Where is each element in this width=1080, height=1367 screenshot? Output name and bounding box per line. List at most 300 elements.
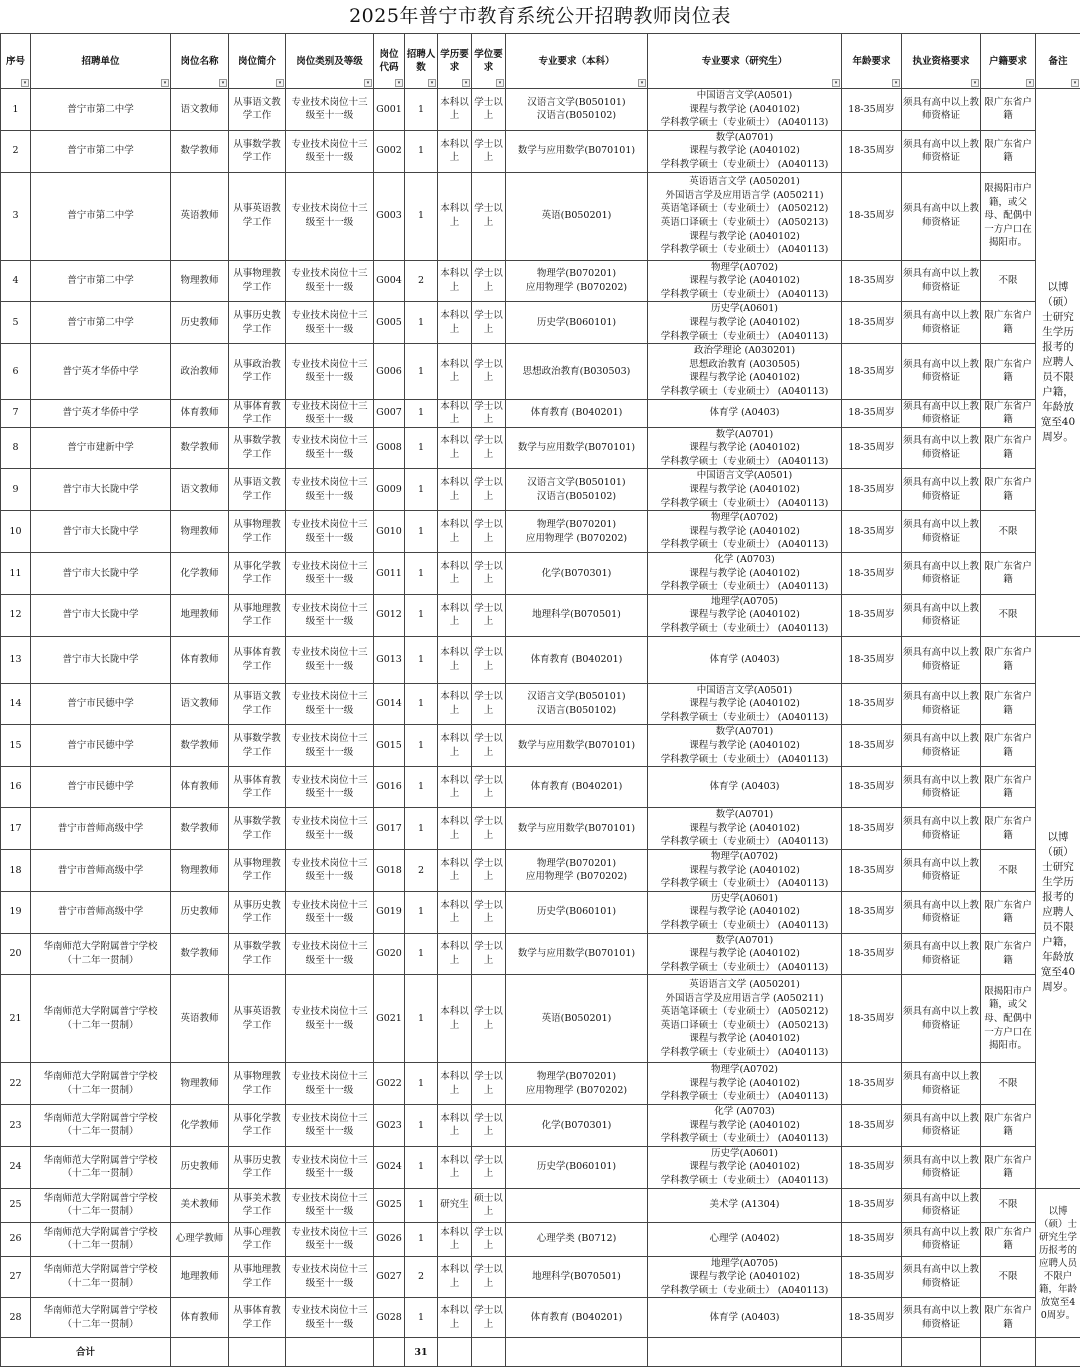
cell-count: 1 (405, 399, 438, 427)
cell-no: 12 (1, 594, 31, 636)
cell-code: G005 (374, 302, 405, 344)
cell-unit (31, 636, 171, 683)
cell-hukou: 限广东省户籍 (981, 808, 1036, 850)
cell-intro: 从事体育教学工作 (229, 636, 286, 683)
cell-intro: 从事英语教学工作 (229, 172, 286, 260)
cell-intro: 从事化学教学工作 (229, 1105, 286, 1147)
cell-qualification: 须具有高中以上教师资格证 (902, 1146, 981, 1188)
cell-position: 物理教师 (171, 1063, 229, 1105)
cell-degree: 学士以上 (472, 849, 506, 891)
cell-category: 专业技术岗位十三级至十一级 (286, 1188, 374, 1222)
cell-major-graduate-line: 数学(A0701) (649, 428, 840, 442)
filter-dropdown-icon[interactable]: ▾ (638, 79, 646, 87)
cell-category: 专业技术岗位十三级至十一级 (286, 1063, 374, 1105)
cell-no: 8 (1, 427, 31, 469)
cell-code: G013 (374, 636, 405, 683)
cell-major-undergrad-line: 体育教育 (B040201) (507, 1311, 646, 1325)
cell-degree: 学士以上 (472, 130, 506, 172)
filter-dropdown-icon[interactable]: ▾ (1026, 79, 1034, 87)
cell-major-graduate (648, 975, 842, 1063)
cell-education: 本科以上 (438, 260, 472, 302)
cell-position: 体育教师 (171, 1298, 229, 1338)
cell-degree: 学士以上 (472, 891, 506, 933)
cell-no: 26 (1, 1222, 31, 1256)
cell-major-graduate-line: 心理学 (A0402) (649, 1232, 840, 1246)
cell-count: 1 (405, 594, 438, 636)
cell-count: 1 (405, 1105, 438, 1147)
cell-code: G006 (374, 344, 405, 399)
cell-education: 本科以上 (438, 636, 472, 683)
cell-remark: 以博（硕）士研究生学历报考的应聘人员不限户籍，年龄放宽至40周岁。 (1036, 1188, 1080, 1338)
cell-major-undergrad-line: 物理学(B070201) (507, 518, 646, 532)
cell-major-graduate (648, 302, 842, 344)
cell-major-graduate-line: 学科教学硕士（专业硕士） (A040113) (649, 1046, 840, 1060)
cell-position: 数学教师 (171, 933, 229, 975)
cell-major-graduate-line: 学科教学硕士（专业硕士） (A040113) (649, 385, 840, 399)
header-qualification (902, 34, 981, 89)
cell-category: 专业技术岗位十三级至十一级 (286, 399, 374, 427)
cell-unit-line: （十二年一贯制） (32, 1239, 169, 1253)
cell-qualification: 须具有高中以上教师资格证 (902, 511, 981, 553)
filter-dropdown-icon[interactable]: ▾ (832, 79, 840, 87)
header-remark (1036, 34, 1080, 89)
cell-qualification: 须具有高中以上教师资格证 (902, 172, 981, 260)
cell-count: 2 (405, 260, 438, 302)
cell-position: 化学教师 (171, 553, 229, 595)
cell-major-graduate-line: 课程与教学论 (A040102) (649, 316, 840, 330)
header-label: 序号 (6, 56, 25, 67)
cell-no: 18 (1, 849, 31, 891)
cell-position: 美术教师 (171, 1188, 229, 1222)
cell-unit (31, 1188, 171, 1222)
cell-position: 物理教师 (171, 260, 229, 302)
cell-qualification: 须具有高中以上教师资格证 (902, 891, 981, 933)
cell-unit-line: 华南师范大学附属普宁学校 (32, 1263, 169, 1277)
cell-intro: 从事美术教学工作 (229, 1188, 286, 1222)
cell-age: 18-35周岁 (842, 1063, 902, 1105)
cell-code: G010 (374, 511, 405, 553)
cell-code: G024 (374, 1146, 405, 1188)
cell-unit-line: （十二年一贯制） (32, 1318, 169, 1332)
cell-education: 本科以上 (438, 594, 472, 636)
cell-category: 专业技术岗位十三级至十一级 (286, 553, 374, 595)
cell-unit-line: 普宁市普师高级中学 (32, 864, 169, 878)
filter-dropdown-icon[interactable]: ▾ (219, 79, 227, 87)
header-label: 招聘单位 (81, 56, 119, 67)
filter-dropdown-icon[interactable]: ▾ (462, 79, 470, 87)
cell-hukou: 限广东省户籍 (981, 427, 1036, 469)
cell-intro: 从事历史教学工作 (229, 891, 286, 933)
cell-major-graduate-line: 课程与教学论 (A040102) (649, 739, 840, 753)
header-label: 岗位名称 (180, 56, 218, 67)
cell-intro: 从事语文教学工作 (229, 469, 286, 511)
cell-count: 1 (405, 808, 438, 850)
cell-age: 18-35周岁 (842, 427, 902, 469)
cell-major-graduate-line: 学科教学硕士（专业硕士） (A040113) (649, 243, 840, 257)
cell-age: 18-35周岁 (842, 553, 902, 595)
cell-education: 本科以上 (438, 172, 472, 260)
cell-count: 1 (405, 1222, 438, 1256)
cell-age: 18-35周岁 (842, 636, 902, 683)
cell-code: G026 (374, 1222, 405, 1256)
cell-major-graduate-line: 英语语言文学 (A050201) (649, 175, 840, 189)
cell-age: 18-35周岁 (842, 1105, 902, 1147)
cell-code: G009 (374, 469, 405, 511)
cell-degree: 学士以上 (472, 553, 506, 595)
header-label: 岗位简介 (238, 56, 276, 67)
cell-code: G021 (374, 975, 405, 1063)
cell-major-graduate-line: 学科教学硕士（专业硕士） (A040113) (649, 538, 840, 552)
cell-category: 专业技术岗位十三级至十一级 (286, 302, 374, 344)
cell-major-undergrad-line: 物理学(B070201) (507, 1070, 646, 1084)
cell-education: 研究生 (438, 1188, 472, 1222)
cell-major-graduate-line: 化学 (A0703) (649, 553, 840, 567)
cell-qualification: 须具有高中以上教师资格证 (902, 594, 981, 636)
cell-hukou: 不限 (981, 594, 1036, 636)
cell-unit-line: 普宁市普师高级中学 (32, 822, 169, 836)
cell-age: 18-35周岁 (842, 130, 902, 172)
cell-major-undergrad-line: 数学与应用数学(B070101) (507, 739, 646, 753)
cell-major-graduate-line: 课程与教学论 (A040102) (649, 905, 840, 919)
cell-intro: 从事数学教学工作 (229, 427, 286, 469)
cell-degree: 学士以上 (472, 1256, 506, 1298)
cell-hukou: 限广东省户籍 (981, 1146, 1036, 1188)
cell-count: 1 (405, 172, 438, 260)
cell-major-undergrad-line: 应用物理学 (B070202) (507, 1084, 646, 1098)
cell-major-graduate-line: 学科教学硕士（专业硕士） (A040113) (649, 330, 840, 344)
cell-education: 本科以上 (438, 469, 472, 511)
cell-major-graduate-line: 学科教学硕士（专业硕士） (A040113) (649, 1132, 840, 1146)
cell-unit-line: 普宁市第二中学 (32, 274, 169, 288)
cell-category: 专业技术岗位十三级至十一级 (286, 1222, 374, 1256)
cell-degree: 学士以上 (472, 933, 506, 975)
cell-major-graduate-line: 英语笔译硕士（专业硕士） (A050212) (649, 1005, 840, 1019)
cell-age: 18-35周岁 (842, 1256, 902, 1298)
cell-hukou: 限广东省户籍 (981, 891, 1036, 933)
cell-hukou: 限广东省户籍 (981, 767, 1036, 808)
cell-category: 专业技术岗位十三级至十一级 (286, 933, 374, 975)
cell-intro: 从事语文教学工作 (229, 89, 286, 131)
cell-major-graduate (648, 1256, 842, 1298)
cell-major-undergrad (506, 594, 648, 636)
cell-count: 2 (405, 1256, 438, 1298)
cell-qualification: 须具有高中以上教师资格证 (902, 1188, 981, 1222)
cell-unit-line: 普宁市第二中学 (32, 103, 169, 117)
cell-age: 18-35周岁 (842, 808, 902, 850)
cell-no: 27 (1, 1256, 31, 1298)
cell-major-undergrad (506, 636, 648, 683)
cell-qualification: 须具有高中以上教师资格证 (902, 130, 981, 172)
cell-major-graduate (648, 1105, 842, 1147)
cell-category: 专业技术岗位十三级至十一级 (286, 767, 374, 808)
cell-age: 18-35周岁 (842, 767, 902, 808)
cell-major-graduate-line: 政治学理论 (A030201) (649, 344, 840, 358)
filter-dropdown-icon[interactable]: ▾ (395, 79, 403, 87)
cell-position: 体育教师 (171, 767, 229, 808)
cell-unit (31, 399, 171, 427)
cell-position: 数学教师 (171, 725, 229, 767)
table-row (1, 260, 1080, 302)
total-empty-cell (842, 1338, 902, 1367)
cell-unit (31, 469, 171, 511)
cell-qualification: 须具有高中以上教师资格证 (902, 344, 981, 399)
filter-dropdown-icon[interactable]: ▾ (971, 79, 979, 87)
total-count: 31 (405, 1338, 438, 1367)
cell-major-undergrad (506, 553, 648, 595)
cell-unit-line: （十二年一贯制） (32, 1019, 169, 1033)
cell-count: 1 (405, 933, 438, 975)
cell-hukou: 限广东省户籍 (981, 636, 1036, 683)
cell-unit-line: 普宁市民德中学 (32, 697, 169, 711)
cell-count: 1 (405, 975, 438, 1063)
cell-unit-line: 普宁市大长陇中学 (32, 608, 169, 622)
cell-position: 化学教师 (171, 1105, 229, 1147)
cell-major-undergrad (506, 344, 648, 399)
cell-major-graduate-line: 课程与教学论 (A040102) (649, 274, 840, 288)
cell-education: 本科以上 (438, 1256, 472, 1298)
cell-major-graduate-line: 课程与教学论 (A040102) (649, 608, 840, 622)
cell-no: 14 (1, 683, 31, 725)
cell-major-graduate-line: 物理学(A0702) (649, 1063, 840, 1077)
cell-major-graduate-line: 课程与教学论 (A040102) (649, 1270, 840, 1284)
cell-major-graduate-line: 学科教学硕士（专业硕士） (A040113) (649, 753, 840, 767)
cell-category: 专业技术岗位十三级至十一级 (286, 808, 374, 850)
cell-code: G007 (374, 399, 405, 427)
cell-major-graduate (648, 130, 842, 172)
cell-major-undergrad (506, 399, 648, 427)
filter-dropdown-icon[interactable]: ▾ (892, 79, 900, 87)
cell-major-undergrad-line: 英语(B050201) (507, 1012, 646, 1026)
cell-code: G017 (374, 808, 405, 850)
header-label: 岗位类别及等级 (296, 56, 363, 67)
cell-no: 16 (1, 767, 31, 808)
cell-major-graduate-line: 地理学(A0705) (649, 595, 840, 609)
cell-intro: 从事物理教学工作 (229, 1063, 286, 1105)
cell-major-graduate (648, 469, 842, 511)
cell-qualification: 须具有高中以上教师资格证 (902, 89, 981, 131)
header-label: 专业要求（本科） (538, 56, 614, 67)
cell-major-undergrad-line: 汉语言(B050102) (507, 109, 646, 123)
cell-education: 本科以上 (438, 1298, 472, 1338)
cell-code: G003 (374, 172, 405, 260)
cell-count: 1 (405, 1188, 438, 1222)
cell-major-undergrad (506, 1222, 648, 1256)
cell-position: 语文教师 (171, 89, 229, 131)
cell-degree: 学士以上 (472, 683, 506, 725)
header-label: 年龄要求 (852, 56, 890, 67)
cell-position: 数学教师 (171, 130, 229, 172)
cell-major-undergrad-line: 汉语言(B050102) (507, 490, 646, 504)
cell-unit-line: 普宁市普师高级中学 (32, 905, 169, 919)
cell-unit (31, 725, 171, 767)
header-major-graduate (648, 34, 842, 89)
cell-hukou: 不限 (981, 260, 1036, 302)
cell-degree: 学士以上 (472, 1222, 506, 1256)
cell-degree: 学士以上 (472, 725, 506, 767)
cell-count: 1 (405, 130, 438, 172)
table-row (1, 891, 1080, 933)
cell-no: 13 (1, 636, 31, 683)
cell-major-graduate-line: 课程与教学论 (A040102) (649, 947, 840, 961)
cell-no: 2 (1, 130, 31, 172)
cell-intro: 从事数学教学工作 (229, 808, 286, 850)
cell-qualification: 须具有高中以上教师资格证 (902, 1105, 981, 1147)
cell-intro: 从事历史教学工作 (229, 302, 286, 344)
cell-unit-line: 普宁市大长陇中学 (32, 567, 169, 581)
header-intro (229, 34, 286, 89)
cell-code: G014 (374, 683, 405, 725)
table-row (1, 1063, 1080, 1105)
filter-dropdown-icon[interactable]: ▾ (428, 79, 436, 87)
cell-major-graduate-line: 地理学(A0705) (649, 1257, 840, 1271)
header-age (842, 34, 902, 89)
cell-unit (31, 683, 171, 725)
cell-intro: 从事物理教学工作 (229, 260, 286, 302)
header-label: 岗位代码 (379, 49, 398, 73)
cell-position: 体育教师 (171, 636, 229, 683)
cell-major-graduate (648, 1222, 842, 1256)
cell-major-graduate (648, 891, 842, 933)
header-code (374, 34, 405, 89)
cell-major-undergrad-line: 数学与应用数学(B070101) (507, 822, 646, 836)
cell-category: 专业技术岗位十三级至十一级 (286, 594, 374, 636)
cell-major-undergrad-line: 汉语言文学(B050101) (507, 476, 646, 490)
table-row (1, 172, 1080, 260)
cell-major-graduate-line: 化学 (A0703) (649, 1105, 840, 1119)
cell-qualification: 须具有高中以上教师资格证 (902, 975, 981, 1063)
cell-major-undergrad (506, 891, 648, 933)
filter-dropdown-icon[interactable]: ▾ (496, 79, 504, 87)
cell-degree: 学士以上 (472, 260, 506, 302)
cell-intro: 从事政治教学工作 (229, 344, 286, 399)
table-row (1, 1222, 1080, 1256)
cell-age: 18-35周岁 (842, 89, 902, 131)
cell-category: 专业技术岗位十三级至十一级 (286, 260, 374, 302)
cell-category: 专业技术岗位十三级至十一级 (286, 89, 374, 131)
cell-intro: 从事数学教学工作 (229, 725, 286, 767)
cell-unit-line: 华南师范大学附属普宁学校 (32, 1192, 169, 1206)
cell-major-graduate (648, 553, 842, 595)
cell-remark: 以博（硕）士研究生学历报考的应聘人员不限户籍，年龄放宽至40周岁。 (1036, 89, 1080, 637)
cell-qualification: 须具有高中以上教师资格证 (902, 683, 981, 725)
cell-no: 17 (1, 808, 31, 850)
cell-no: 1 (1, 89, 31, 131)
table-row (1, 89, 1080, 131)
cell-age: 18-35周岁 (842, 399, 902, 427)
cell-count: 1 (405, 553, 438, 595)
cell-code: G012 (374, 594, 405, 636)
cell-age: 18-35周岁 (842, 725, 902, 767)
cell-count: 1 (405, 891, 438, 933)
cell-intro: 从事英语教学工作 (229, 975, 286, 1063)
table-row (1, 808, 1080, 850)
cell-age: 18-35周岁 (842, 260, 902, 302)
cell-qualification: 须具有高中以上教师资格证 (902, 399, 981, 427)
cell-position: 数学教师 (171, 808, 229, 850)
filter-dropdown-icon[interactable]: ▾ (1071, 79, 1079, 87)
cell-qualification: 须具有高中以上教师资格证 (902, 1222, 981, 1256)
cell-major-undergrad-line: 应用物理学 (B070202) (507, 281, 646, 295)
cell-unit (31, 767, 171, 808)
cell-unit (31, 1146, 171, 1188)
cell-major-undergrad (506, 767, 648, 808)
header-label: 学位要求 (474, 49, 503, 73)
cell-remark: 以博（硕）士研究生学历报考的应聘人员不限户籍，年龄放宽至40周岁。 (1036, 636, 1080, 1188)
cell-major-graduate-line: 学科教学硕士（专业硕士） (A040113) (649, 835, 840, 849)
cell-degree: 学士以上 (472, 1298, 506, 1338)
cell-category: 专业技术岗位十三级至十一级 (286, 975, 374, 1063)
cell-major-graduate-line: 数学(A0701) (649, 725, 840, 739)
cell-code: G018 (374, 849, 405, 891)
cell-major-graduate-line: 课程与教学论 (A040102) (649, 1077, 840, 1091)
cell-no: 25 (1, 1188, 31, 1222)
cell-hukou: 限广东省户籍 (981, 933, 1036, 975)
cell-major-undergrad (506, 808, 648, 850)
filter-dropdown-icon[interactable]: ▾ (161, 79, 169, 87)
cell-count: 2 (405, 849, 438, 891)
cell-major-undergrad-line: 心理学类 (B0712) (507, 1232, 646, 1246)
cell-major-graduate-line: 学科教学硕士（专业硕士） (A040113) (649, 919, 840, 933)
cell-education: 本科以上 (438, 511, 472, 553)
cell-no: 11 (1, 553, 31, 595)
cell-category: 专业技术岗位十三级至十一级 (286, 1105, 374, 1147)
total-empty-cell (438, 1338, 472, 1367)
total-empty-cell (286, 1338, 374, 1367)
filter-dropdown-icon[interactable]: ▾ (276, 79, 284, 87)
filter-dropdown-icon[interactable]: ▾ (21, 79, 29, 87)
cell-category: 专业技术岗位十三级至十一级 (286, 1298, 374, 1338)
cell-major-graduate-line: 体育学 (A0403) (649, 406, 840, 420)
cell-major-undergrad-line: 化学(B070301) (507, 567, 646, 581)
cell-major-graduate-line: 课程与教学论 (A040102) (649, 1119, 840, 1133)
cell-major-graduate-line: 外国语言学及应用语言学 (A050211) (649, 992, 840, 1006)
cell-unit (31, 172, 171, 260)
cell-major-graduate-line: 课程与教学论 (A040102) (649, 230, 840, 244)
cell-count: 1 (405, 89, 438, 131)
cell-major-graduate-line: 学科教学硕士（专业硕士） (A040113) (649, 1090, 840, 1104)
cell-major-graduate-line: 数学(A0701) (649, 131, 840, 145)
cell-unit (31, 553, 171, 595)
table-row (1, 683, 1080, 725)
cell-code: G001 (374, 89, 405, 131)
cell-hukou: 限揭阳市户籍，或父母、配偶中一方户口在揭阳市。 (981, 975, 1036, 1063)
cell-no: 23 (1, 1105, 31, 1147)
cell-unit (31, 344, 171, 399)
cell-intro: 从事语文教学工作 (229, 683, 286, 725)
cell-intro: 从事心理教学工作 (229, 1222, 286, 1256)
cell-code: G023 (374, 1105, 405, 1147)
cell-major-graduate-line: 课程与教学论 (A040102) (649, 697, 840, 711)
cell-unit (31, 594, 171, 636)
cell-major-graduate-line: 学科教学硕士（专业硕士） (A040113) (649, 622, 840, 636)
cell-major-graduate-line: 学科教学硕士（专业硕士） (A040113) (649, 1284, 840, 1298)
filter-dropdown-icon[interactable]: ▾ (364, 79, 372, 87)
cell-major-graduate-line: 英语口译硕士（专业硕士） (A050213) (649, 1019, 840, 1033)
cell-intro: 从事地理教学工作 (229, 1256, 286, 1298)
cell-major-graduate (648, 399, 842, 427)
table-row (1, 933, 1080, 975)
total-empty-cell (171, 1338, 229, 1367)
cell-category: 专业技术岗位十三级至十一级 (286, 891, 374, 933)
table-row (1, 636, 1080, 683)
cell-degree: 学士以上 (472, 767, 506, 808)
cell-hukou: 限广东省户籍 (981, 344, 1036, 399)
cell-major-undergrad-line: 数学与应用数学(B070101) (507, 144, 646, 158)
total-row (1, 1338, 1080, 1367)
header-category (286, 34, 374, 89)
cell-major-graduate-line: 历史学(A0601) (649, 302, 840, 316)
cell-major-undergrad-line: 思想政治教育(B030503) (507, 365, 646, 379)
